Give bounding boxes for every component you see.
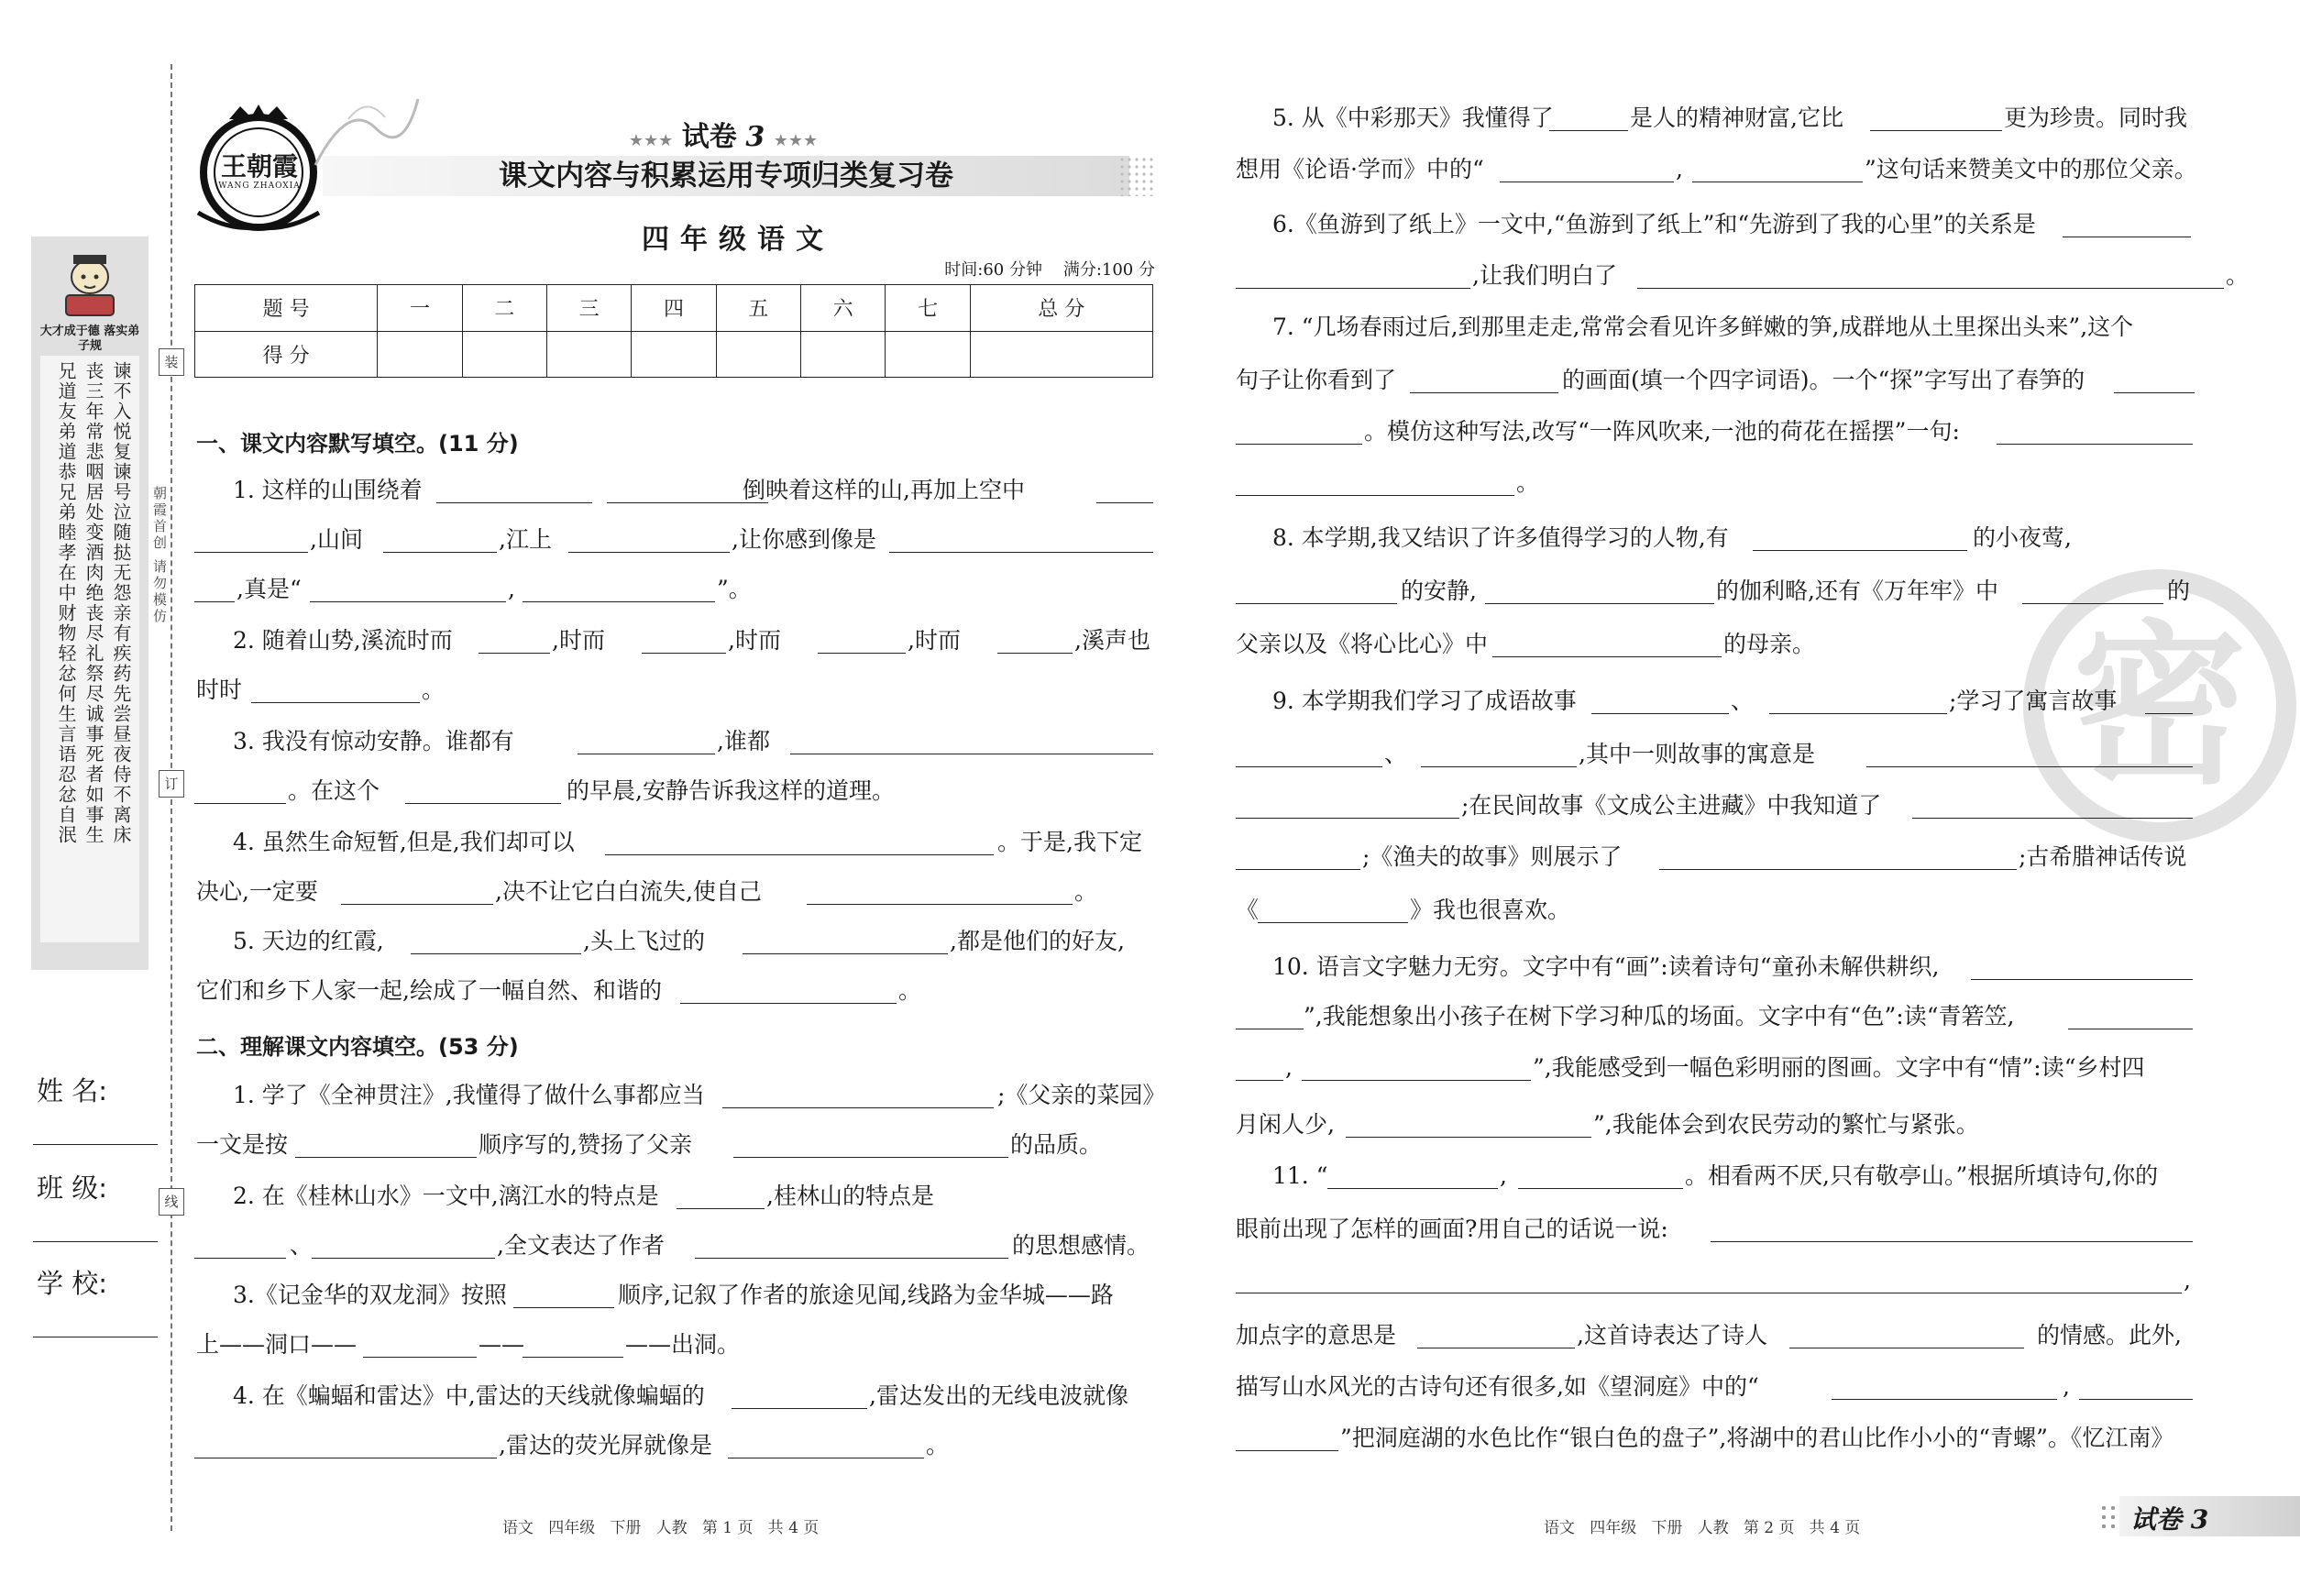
score-cell: 五 [716, 285, 800, 332]
answer-blank[interactable] [479, 653, 550, 654]
page-footer-left: 语文 四年级 下册 人教 第 1 页 共 4 页 [502, 1519, 820, 1537]
s2-q11-text: 11. “ [1272, 1162, 1328, 1189]
answer-blank[interactable] [1096, 502, 1153, 503]
score-cell: 七 [886, 285, 970, 332]
s1-q5-text: 。 [898, 977, 922, 1004]
answer-blank[interactable] [411, 953, 581, 954]
s2-q11-text: , [2063, 1373, 2070, 1400]
class-field[interactable] [33, 1241, 158, 1242]
answer-blank[interactable] [1236, 1450, 1338, 1451]
s2-q9-text: ;在民间故事《文成公主进藏》中我知道了 [1461, 792, 1882, 819]
exam-series [627, 114, 820, 154]
answer-blank[interactable] [807, 904, 1073, 905]
answer-blank[interactable] [677, 1208, 765, 1209]
s2-q1-text: ;《父亲的菜园》 [997, 1082, 1166, 1108]
answer-blank[interactable] [722, 1107, 994, 1108]
brand-logo-sub: WANG ZHAOXIA [218, 182, 301, 191]
answer-blank[interactable] [1549, 130, 1628, 131]
answer-blank[interactable] [568, 552, 730, 553]
school-label: 学 校: [37, 1268, 107, 1299]
series-number: 3 [745, 121, 765, 153]
s1-q3-text: 。在这个 [288, 777, 380, 804]
s2-q7-text: 7. “几场春雨过后,到那里走走,常常会看见许多鲜嫩的笋,成群地从土里探出头来”,这个 [1272, 314, 2134, 340]
answer-blank[interactable] [1236, 444, 1362, 445]
s2-q2-text: 、 [290, 1232, 314, 1259]
motto-column-c: 谏不入悦复谏号泣随挞无怨亲有疾药先尝昼夜侍不离床 [110, 361, 132, 845]
answer-blank[interactable] [1753, 550, 1967, 551]
s1-q1-text: ,山间 [310, 526, 363, 553]
s2-q11-text: , [1500, 1162, 1507, 1189]
s2-q3-text: 顺序,记叙了作者的旅途见闻,线路为金华城——路 [618, 1282, 1114, 1308]
s2-q8-text: 的母亲。 [1723, 631, 1816, 657]
s1-q4-text: 。于是,我下定 [997, 829, 1142, 855]
answer-blank[interactable] [523, 601, 715, 602]
answer-blank[interactable] [605, 854, 994, 855]
answer-blank[interactable] [1492, 656, 1722, 657]
answer-blank[interactable] [1637, 288, 2224, 289]
s2-q1-text: 一文是按 [196, 1131, 289, 1158]
s2-q8-text: 的安静, [1401, 578, 1477, 604]
score-cell: 总 分 [970, 285, 1152, 332]
s2-q4-text: ,雷达发出的无线电波就像 [869, 1382, 1128, 1409]
score-input-cell[interactable] [378, 331, 462, 378]
s1-q1-text: ,让你感到像是 [732, 526, 876, 553]
s2-q4-text: 。 [926, 1432, 950, 1458]
answer-blank[interactable] [383, 552, 497, 553]
answer-blank[interactable] [1591, 713, 1729, 714]
s2-q3-text: 3.《记金华的双龙洞》按照 [233, 1282, 507, 1308]
answer-blank[interactable] [695, 1258, 1008, 1259]
answer-blank[interactable] [513, 1307, 614, 1308]
score-input-cell[interactable] [716, 331, 800, 378]
s2-q8-text: 父亲以及《将心比心》中 [1236, 631, 1489, 657]
s2-q5-text: 5. 从《中彩那天》我懂得了 [1272, 105, 1554, 131]
motto-text: 大才成于德 落实弟子规 [39, 325, 140, 353]
answer-blank[interactable] [889, 552, 1153, 553]
s2-q4-text: 4. 在《蝙蝠和雷达》中,雷达的天线就像蝙蝠的 [233, 1382, 705, 1409]
s1-q2-text: 。 [422, 677, 446, 703]
s2-q5-text: , [1676, 156, 1683, 182]
name-field[interactable] [33, 1144, 158, 1145]
answer-blank[interactable] [997, 653, 1073, 654]
s1-q3-text: 的早晨,安静告诉我这样的道理。 [567, 777, 895, 804]
answer-blank[interactable] [1236, 766, 1382, 767]
score-input-cell[interactable] [970, 331, 1152, 378]
answer-blank[interactable] [1971, 979, 2193, 980]
answer-blank[interactable] [743, 953, 948, 954]
s1-q1-text: 倒映着这样的山,再加上空中 [743, 477, 1025, 503]
motto-poem-box [40, 356, 139, 942]
s1-q5-text: 它们和乡下人家一起,绘成了一幅自然、和谐的 [196, 977, 662, 1004]
answer-blank[interactable] [194, 552, 308, 553]
s2-q5-text: ”这句话来赞美文中的那位父亲。 [1865, 156, 2197, 182]
s2-q5-text: 想用《论语·学而》中的“ [1236, 156, 1484, 182]
s2-q9-text: ;古希腊神话传说 [2019, 843, 2187, 870]
s2-q9-text: ,其中一则故事的寓意是 [1579, 741, 1815, 767]
answer-blank[interactable] [1236, 603, 1397, 604]
score-table-header-row [195, 285, 1153, 332]
s2-q5-text: 更为珍贵。同时我 [2004, 105, 2188, 131]
answer-blank[interactable] [1410, 392, 1558, 393]
answer-blank[interactable] [1302, 1080, 1531, 1081]
seal-xian: 线 [159, 1188, 184, 1216]
vertical-notice: 朝霞首创 请勿模仿 [151, 486, 168, 625]
answer-blank[interactable] [523, 1357, 623, 1358]
star-icon: ★★★ [628, 131, 674, 150]
seal-zhuang: 装 [159, 348, 184, 376]
exam-title: 课文内容与积累运用专项归类复习卷 [499, 160, 953, 193]
s1-q2-text: ,时而 [908, 627, 961, 654]
s2-q4-text: ,雷达的荧光屏就像是 [499, 1432, 712, 1458]
answer-blank[interactable] [1327, 1188, 1498, 1189]
s2-q8-text: 的伽利略,还有《万年牢》中 [1716, 578, 1998, 604]
s2-q6-text: 6.《鱼游到了纸上》一文中,“鱼游到了纸上”和“先游到了我的心里”的关系是 [1272, 211, 2036, 237]
answer-blank[interactable] [1236, 1080, 1283, 1081]
s1-q2-text: ,时而 [552, 627, 605, 654]
score-input-cell[interactable] [886, 331, 970, 378]
s2-q2-text: 2. 在《桂林山水》一文中,漓江水的特点是 [233, 1183, 659, 1209]
s2-q9-text: 9. 本学期我们学习了成语故事 [1272, 688, 1577, 714]
s1-q5-text: ,头上飞过的 [583, 928, 705, 954]
answer-blank[interactable] [1236, 869, 1360, 870]
s1-q1-text: , [508, 576, 515, 602]
s1-q1-text: ,江上 [499, 526, 552, 553]
score-cell: 六 [800, 285, 885, 332]
answer-blank[interactable] [1912, 818, 2193, 819]
s2-q2-text: 的思想感情。 [1012, 1232, 1150, 1259]
answer-blank[interactable] [310, 601, 506, 602]
score-table [194, 284, 1153, 378]
answer-blank[interactable] [1421, 766, 1577, 767]
s1-q2-text: 2. 随着山势,溪流时而 [233, 627, 453, 654]
s2-q10-text: ”,我能体会到农民劳动的繁忙与紧张。 [1593, 1111, 1979, 1138]
answer-blank[interactable] [251, 702, 420, 703]
s2-q10-text: 月闲人少, [1236, 1111, 1335, 1138]
score-input-cell[interactable] [800, 331, 885, 378]
class-label: 班 级: [37, 1172, 107, 1204]
answer-blank[interactable] [2022, 603, 2163, 604]
answer-blank[interactable] [341, 904, 493, 905]
s2-q11-text: , [2184, 1267, 2191, 1293]
s1-q5-text: 5. 天边的红霞, [233, 928, 384, 954]
score-cell: 三 [546, 285, 631, 332]
s2-q9-text: 》我也很喜欢。 [1410, 897, 1571, 923]
section-1-title: 一、课文内容默写填空。(11 分) [196, 431, 519, 457]
s2-q2-text: ,全文表达了作者 [497, 1232, 665, 1259]
s1-q4-text: 4. 虽然生命短暂,但是,我们却可以 [233, 829, 575, 855]
score-input-cell[interactable] [546, 331, 631, 378]
answer-blank[interactable] [1236, 495, 1514, 496]
s2-q10-text: 10. 语言文字魅力无穷。文字中有“画”:读着诗句“童孙未解供耕织, [1272, 953, 1940, 980]
series-label: 试卷 [681, 121, 737, 153]
s1-q4-text: ,决不让它白白流失,使自己 [495, 878, 762, 905]
s1-q1-text: ”。 [717, 576, 752, 602]
score-table-score-row [195, 331, 1153, 378]
s2-q8-text: 的 [2167, 578, 2191, 604]
section-2-title: 二、理解课文内容填空。(53 分) [196, 1034, 519, 1060]
s2-q8-text: 8. 本学期,我又结识了许多值得学习的人物,有 [1272, 524, 1729, 551]
answer-blank[interactable] [194, 803, 286, 804]
seal-ding: 订 [159, 770, 184, 798]
s1-q1-text: ,真是“ [237, 576, 302, 602]
score-cell: 题 号 [195, 285, 378, 332]
s2-q10-text: ”,我能感受到一幅色彩明丽的图画。文字中有“情”:读“乡村四 [1533, 1054, 2145, 1081]
answer-blank[interactable] [1236, 288, 1470, 289]
answer-blank[interactable] [436, 502, 592, 503]
s2-q11-text: 眼前出现了怎样的画面?用自己的话说一说: [1236, 1216, 1668, 1242]
answer-blank[interactable] [733, 1157, 1008, 1158]
s1-q2-text: ,溪声也 [1074, 627, 1150, 654]
s2-q11-text: 描写山水风光的古诗句还有很多,如《望洞庭》中的“ [1236, 1373, 1759, 1400]
s2-q7-text: 的画面(填一个四字词语)。一个“探”字写出了春笋的 [1562, 367, 2085, 393]
score-input-cell[interactable] [462, 331, 546, 378]
answer-blank[interactable] [1769, 713, 1947, 714]
badge-dots [2099, 1503, 2118, 1531]
s2-q1-text: 顺序写的,赞扬了父亲 [479, 1131, 692, 1158]
answer-blank[interactable] [2114, 392, 2195, 393]
motto-column-b: 丧三年常悲咽居处变酒肉绝丧尽礼祭尽诚事死者如事生 [83, 361, 105, 845]
answer-blank[interactable] [1866, 766, 2193, 767]
s2-q3-text: ——出洞。 [625, 1331, 741, 1358]
answer-blank[interactable] [1870, 130, 2002, 131]
answer-blank[interactable] [642, 653, 726, 654]
s2-q9-text: 《 [1236, 897, 1260, 923]
score-cell: 二 [462, 285, 546, 332]
confidential-watermark: 密 [2072, 603, 2247, 808]
answer-blank[interactable] [405, 803, 561, 804]
time-info: 时间:60 分钟 满分:100 分 [944, 260, 1155, 280]
answer-blank[interactable] [818, 653, 906, 654]
s2-q10-text: ”,我能想象出小孩子在树下学习种瓜的场面。文字中有“色”:读“青箬笠, [1304, 1003, 2015, 1029]
answer-blank[interactable] [312, 1258, 495, 1259]
page-footer-right: 语文 四年级 下册 人教 第 2 页 共 4 页 [1544, 1519, 1861, 1537]
answer-blank[interactable] [2079, 1399, 2193, 1400]
s1-q3-text: ,谁都 [717, 728, 770, 754]
answer-blank[interactable] [1711, 1241, 2193, 1242]
motto-panel [31, 237, 149, 970]
s2-q11-text: 。相看两不厌,只有敬亭山。”根据所填诗句,你的 [1685, 1162, 2159, 1189]
s2-q11-text: ”把洞庭湖的水色比作“银白色的盘子”,将湖中的君山比作小小的“青螺”。《忆江南》 [1340, 1425, 2174, 1451]
s2-q8-text: 的小夜莺, [1973, 524, 2072, 551]
s2-q11-text: 加点字的意思是 [1236, 1322, 1397, 1348]
s2-q5-text: 是人的精神财富,它比 [1630, 105, 1843, 131]
answer-blank[interactable] [363, 1357, 477, 1358]
score-cell: 四 [632, 285, 716, 332]
answer-blank[interactable] [680, 1003, 897, 1004]
s1-q2-text: ,时而 [728, 627, 781, 654]
answer-blank[interactable] [1485, 603, 1714, 604]
star-icon: ★★★ [773, 131, 819, 150]
answer-blank[interactable] [1236, 818, 1459, 819]
s2-q9-text: 、 [1384, 741, 1408, 767]
answer-blank[interactable] [1518, 1188, 1683, 1189]
score-row-label: 得 分 [195, 331, 378, 378]
answer-blank[interactable] [194, 601, 235, 602]
scholar-icon [53, 248, 127, 321]
s2-q7-text: 句子让你看到了 [1236, 367, 1397, 393]
s2-q9-text: ;《渔夫的故事》则展示了 [1362, 843, 1623, 870]
answer-blank[interactable] [194, 1258, 286, 1259]
s2-q9-text: 、 [1731, 688, 1755, 714]
s2-q10-text: , [1285, 1054, 1293, 1081]
s2-q7-text: 。 [1516, 469, 1540, 496]
answer-blank[interactable] [1659, 869, 2017, 870]
answer-blank[interactable] [607, 502, 768, 503]
s2-q2-text: ,桂林山的特点是 [766, 1183, 934, 1209]
brand-logo-text: 王朝霞 [220, 151, 298, 182]
s2-q1-text: 1. 学了《全神贯注》,我懂得了做什么事都应当 [233, 1082, 705, 1108]
s1-q1-text: 1. 这样的山围绕着 [233, 477, 423, 503]
s1-q3-text: 3. 我没有惊动安静。谁都有 [233, 728, 514, 754]
page-badge: 试卷 3 [2130, 1504, 2209, 1535]
s1-q2-text: 时时 [196, 677, 243, 703]
answer-blank[interactable] [732, 1408, 867, 1409]
answer-blank[interactable] [1997, 444, 2193, 445]
s2-q6-text: ,让我们明白了 [1472, 262, 1617, 289]
s2-q7-text: 。模仿这种写法,改写“一阵风吹来,一池的荷花在摇摆”一句: [1364, 418, 1960, 445]
answer-blank[interactable] [1832, 1399, 2057, 1400]
answer-blank[interactable] [1258, 922, 1408, 923]
s2-q11-text: ,这首诗表达了诗人 [1577, 1322, 1767, 1348]
subject-title: 四年级语文 [642, 224, 834, 256]
s2-q3-text: —— [479, 1331, 524, 1358]
answer-blank[interactable] [1346, 1137, 1591, 1138]
answer-blank[interactable] [2145, 713, 2193, 714]
s1-q5-text: ,都是他们的好友, [950, 928, 1125, 954]
binding-line [171, 64, 172, 1531]
score-input-cell[interactable] [632, 331, 716, 378]
s2-q6-text: 。 [2226, 262, 2250, 289]
motto-column-a: 兄道友弟道恭兄弟睦孝在中财物轻忿何生言语忍忿自泯 [55, 361, 77, 845]
answer-blank[interactable] [295, 1157, 477, 1158]
score-cell: 一 [378, 285, 462, 332]
s1-q4-text: 。 [1074, 878, 1098, 905]
s1-q4-text: 决心,一定要 [196, 878, 318, 905]
s2-q9-text: ;学习了寓言故事 [1949, 688, 2118, 714]
name-label: 姓 名: [37, 1075, 107, 1106]
s2-q11-text: 的情感。此外, [2037, 1322, 2182, 1348]
s2-q3-text: 上——洞口—— [196, 1331, 358, 1358]
s2-q1-text: 的品质。 [1010, 1131, 1103, 1158]
